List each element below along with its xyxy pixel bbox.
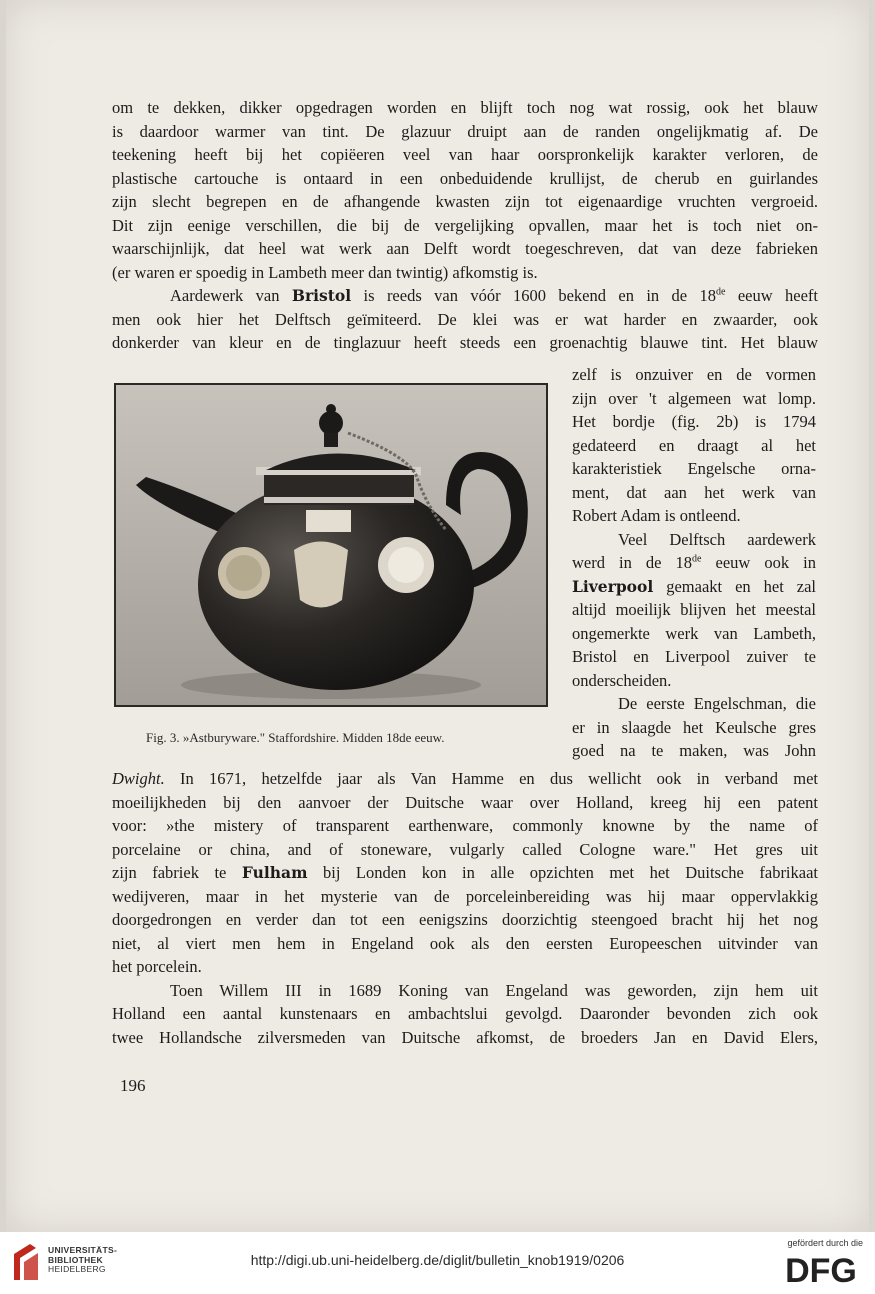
text-line: waarschijnlijk, dat heel wat werk aan Delft wordt toegeschreven, dat van deze fabrieken	[112, 239, 818, 258]
text-line: zijn slecht begrepen en de afhangende kwasten zijn tot eigenaardige vruchten vergroeid.	[112, 192, 818, 211]
page-url-link[interactable]: http://digi.ub.uni-heidelberg.de/diglit/bulletin_knob1919/0206	[250, 1252, 625, 1268]
text-line: De eerste Engelschman, die	[618, 694, 816, 713]
text-line: zelf is onzuiver en de vormen	[572, 365, 816, 384]
text-line: is daardoor warmer van tint. De glazuur druipt aan de randen ongelijkmatig af. De	[112, 121, 818, 141]
text-line: werd in de 18de eeuw ook in	[572, 553, 816, 572]
text-line: niet, al viert men hem in Engeland ook als den eersten Europeeschen uitvinder van	[112, 933, 818, 953]
text-line: zijn over 't algemeen wat lomp.	[572, 388, 816, 408]
text-line: Robert Adam is ontleend.	[572, 506, 741, 525]
text-line: voor: »the mistery of transparent earthenware, commonly knowne by the name of	[112, 816, 818, 835]
text-line: wedijveren, maar in het mysterie van de porceleinbereiding was hij maar oppervlakkig	[112, 886, 818, 906]
person-name: Dwight.	[112, 769, 165, 788]
place-name-fulham: Fulham	[241, 863, 308, 882]
funding-text: gefördert durch die	[787, 1238, 863, 1248]
paragraph-1	[112, 96, 818, 355]
text-line: Veel Delftsch aardewerk	[618, 529, 816, 549]
text-line: donkerder van kleur en de tinglazuur heeft steeds een groenachtig blauwe tint. Het blauw	[112, 333, 818, 352]
text-line: goed na te maken, was John	[572, 741, 816, 760]
text-line: ment, dat aan het werk van	[572, 482, 816, 502]
text-line: het porcelein.	[112, 957, 202, 976]
paragraph-3	[112, 767, 818, 1049]
viewer-footer	[0, 1232, 875, 1294]
text-line: porcelaine or china, and of stoneware, vulgarly called Cologne ware." Het gres uit	[112, 839, 818, 859]
text-line: moeilijkheden bij den aanvoer der Duitsche waar over Holland, kreeg hij een patent	[112, 792, 818, 812]
text-line: ongemerkte werk van Lambeth,	[572, 623, 816, 643]
text-line: zijn fabriek te Fulham bij Londen kon in alle opzichten met het Duitsche fabrikaat	[112, 863, 818, 882]
svg-text:DFG: DFG	[785, 1252, 857, 1286]
text-line: Liverpool gemaakt en het zal	[572, 576, 816, 596]
library-name[interactable]: UNIVERSITÄTS- BIBLIOTHEK HEIDELBERG	[48, 1245, 118, 1274]
side-column	[572, 363, 816, 763]
text-line: doorgedrongen en verder dan tot een eenigszins doorzichtig steengoed bracht hij het nog	[112, 910, 818, 929]
teapot-photograph	[114, 383, 548, 707]
text-line: karakteristiek Engelsche orna-	[572, 459, 816, 478]
text-line: om te dekken, dikker opgedragen worden en blijft toch nog wat rossig, ook het blauw	[112, 98, 818, 117]
text-line: Het bordje (fig. 2b) is 1794	[572, 412, 816, 431]
text-line: Toen Willem III in 1689 Koning van Engeland was geworden, zijn hem uit	[170, 980, 818, 1000]
text-line: Bristol en Liverpool zuiver te	[572, 647, 816, 666]
text-line: teekening heeft bij het copiëeren veel van haar oorspronkelijk karakter verloren, de	[112, 145, 818, 164]
text-line: er in slaagde het Keulsche gres	[572, 717, 816, 737]
dfg-logo-icon[interactable]	[779, 1252, 863, 1286]
text-line: altijd moeilijk blijven het meestal	[572, 600, 816, 619]
text-line: plastische cartouche is ontaard in een onbeduidende krullijst, de cherub en guirlandes	[112, 168, 818, 188]
text-line: Holland een aantal kunstenaars en ambachtslui gevolgd. Daaronder bevonden zich ook	[112, 1004, 818, 1023]
text-line: Dwight. In 1671, hetzelfde jaar als Van Hamme en dus wellicht ook in verband met	[112, 769, 818, 788]
text-line: gedateerd en draagt al het	[572, 435, 816, 455]
teapot-image	[116, 385, 546, 705]
text-line: men ook hier het Delftsch geïmiteerd. De klei was er wat harder en zwaarder, ook	[112, 309, 818, 329]
place-name-liverpool: Liverpool	[572, 576, 654, 596]
text-line: Dit zijn eenige verschillen, die bij de vergelijking opvallen, maar het is toch niet on-	[112, 215, 818, 235]
text-line: onderscheiden.	[572, 670, 672, 690]
figure-caption: Fig. 3. »Astburyware." Staffordshire. Midden 18de eeuw.	[146, 730, 445, 745]
text-line: twee Hollandsche zilversmeden van Duitsche afkomst, de broeders Jan en David Elers,	[112, 1027, 818, 1047]
text-line: Aardewerk van Bristol is reeds van vóór 1600 bekend en in de 18de eeuw heeft	[170, 286, 818, 305]
page-number: 196	[120, 1076, 146, 1095]
text-line: (er waren er spoedig in Lambeth meer dan twintig) afkomstig is.	[112, 262, 538, 282]
place-name-bristol: Bristol	[291, 286, 352, 305]
